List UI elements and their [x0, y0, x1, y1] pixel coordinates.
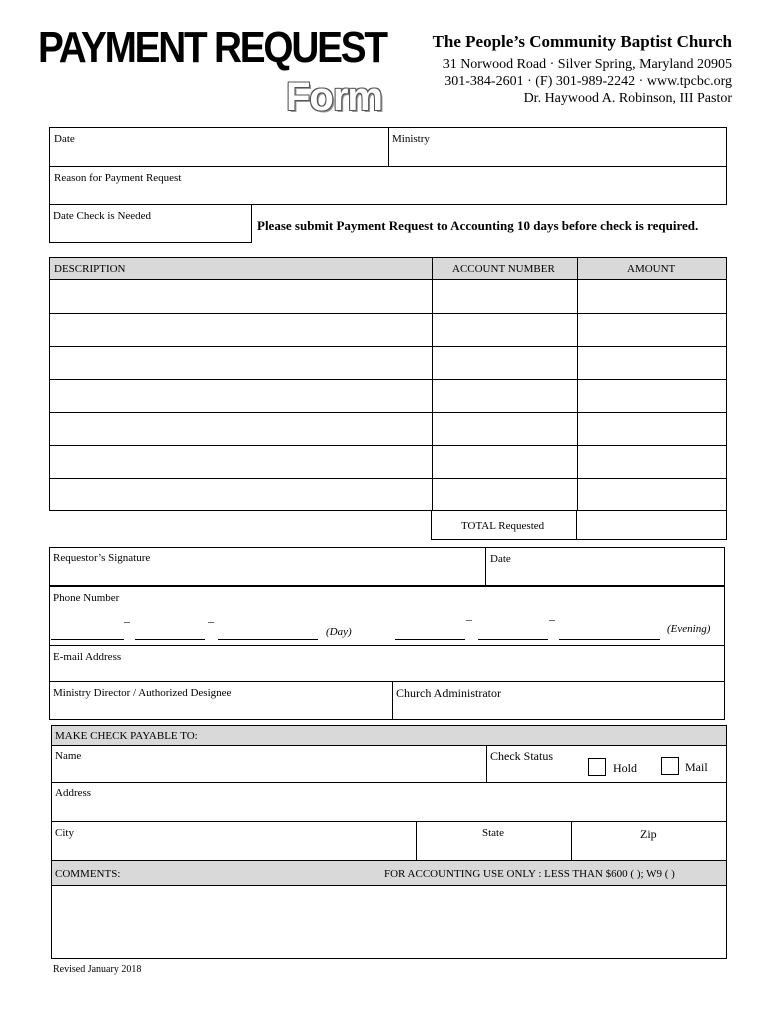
phone-number-label: Phone Number	[53, 592, 120, 604]
ministry-director-label: Ministry Director / Authorized Designee	[53, 687, 232, 699]
evening-label: (Evening)	[667, 623, 711, 635]
check-status-label: Check Status	[490, 749, 553, 763]
phone-number-section	[49, 585, 725, 646]
zip-label: Zip	[640, 827, 657, 841]
email-field[interactable]	[49, 645, 725, 682]
dash: –	[466, 612, 472, 626]
revision-note: Revised January 2018	[53, 964, 142, 975]
comments-header	[51, 860, 727, 886]
form-title: PAYMENT REQUEST	[38, 23, 386, 72]
mail-checkbox[interactable]	[661, 757, 679, 775]
payable-header	[51, 725, 727, 746]
total-label-cell	[431, 510, 577, 540]
amount-header: AMOUNT	[627, 263, 676, 275]
date-check-needed-field[interactable]	[49, 204, 252, 243]
submission-notice: Please submit Payment Request to Accounting 10 days before check is required.	[257, 218, 699, 233]
account-number-header: ACCOUNT NUMBER	[452, 263, 555, 275]
email-label: E-mail Address	[53, 651, 122, 663]
ministry-field[interactable]	[388, 127, 727, 167]
day-label: (Day)	[326, 626, 352, 638]
payee-address-label: Address	[55, 787, 92, 799]
date-label: Date	[54, 133, 75, 145]
church-name: The People’s Community Baptist Church	[432, 32, 732, 51]
dash: –	[549, 612, 555, 626]
city-field[interactable]	[51, 821, 417, 861]
total-amount-field[interactable]	[576, 510, 727, 540]
comments-label: COMMENTS:	[55, 868, 121, 880]
hold-label: Hold	[613, 761, 637, 775]
requestor-signature-label: Requestor’s Signature	[53, 552, 151, 564]
requestor-date-field[interactable]	[485, 547, 725, 586]
items-table	[49, 257, 727, 511]
table-row-divider	[50, 478, 726, 479]
day-area-code-field[interactable]	[51, 639, 124, 640]
church-administrator-field[interactable]	[392, 681, 725, 720]
table-row-divider	[50, 313, 726, 314]
payee-name-field[interactable]	[51, 745, 487, 783]
city-label: City	[55, 827, 74, 839]
zip-field[interactable]	[571, 821, 727, 861]
day-line-field[interactable]	[218, 639, 318, 640]
requestor-date-label: Date	[490, 553, 511, 565]
church-pastor: Dr. Haywood A. Robinson, III Pastor	[523, 91, 732, 106]
table-row-divider	[50, 379, 726, 380]
total-label: TOTAL Requested	[461, 520, 545, 532]
state-field[interactable]	[416, 821, 572, 861]
reason-field[interactable]	[49, 166, 727, 205]
evening-line-field[interactable]	[559, 639, 660, 640]
requestor-signature-field[interactable]	[49, 547, 486, 586]
form-subtitle: Form	[286, 75, 382, 119]
table-row-divider	[50, 346, 726, 347]
dash: –	[208, 614, 214, 628]
state-label: State	[482, 827, 504, 839]
table-row-divider	[50, 445, 726, 446]
column-divider	[432, 258, 433, 510]
reason-label: Reason for Payment Request	[54, 172, 182, 184]
church-administrator-label: Church Administrator	[396, 686, 501, 700]
comments-field[interactable]	[51, 885, 727, 959]
mail-label: Mail	[685, 760, 708, 774]
accounting-use-note: FOR ACCOUNTING USE ONLY : LESS THAN $600 ( ); W9 ( )	[384, 868, 675, 880]
day-prefix-field[interactable]	[135, 639, 205, 640]
column-divider	[577, 258, 578, 510]
date-check-needed-label: Date Check is Needed	[53, 210, 152, 222]
church-phone-web: 301-384-2601 · (F) 301-989-2242 · www.tpcbc.org	[444, 74, 732, 89]
payable-header-label: MAKE CHECK PAYABLE TO:	[55, 730, 198, 742]
items-table-header	[50, 258, 726, 280]
date-field[interactable]	[49, 127, 389, 167]
ministry-director-field[interactable]	[49, 681, 393, 720]
evening-area-code-field[interactable]	[395, 639, 465, 640]
description-header: DESCRIPTION	[54, 263, 126, 275]
hold-checkbox[interactable]	[588, 758, 606, 776]
church-address: 31 Norwood Road · Silver Spring, Maryland 20905	[442, 57, 732, 72]
payee-address-field[interactable]	[51, 782, 727, 822]
table-row-divider	[50, 412, 726, 413]
ministry-label: Ministry	[392, 133, 430, 145]
dash: –	[124, 614, 130, 628]
evening-prefix-field[interactable]	[478, 639, 548, 640]
payee-name-label: Name	[55, 750, 82, 762]
